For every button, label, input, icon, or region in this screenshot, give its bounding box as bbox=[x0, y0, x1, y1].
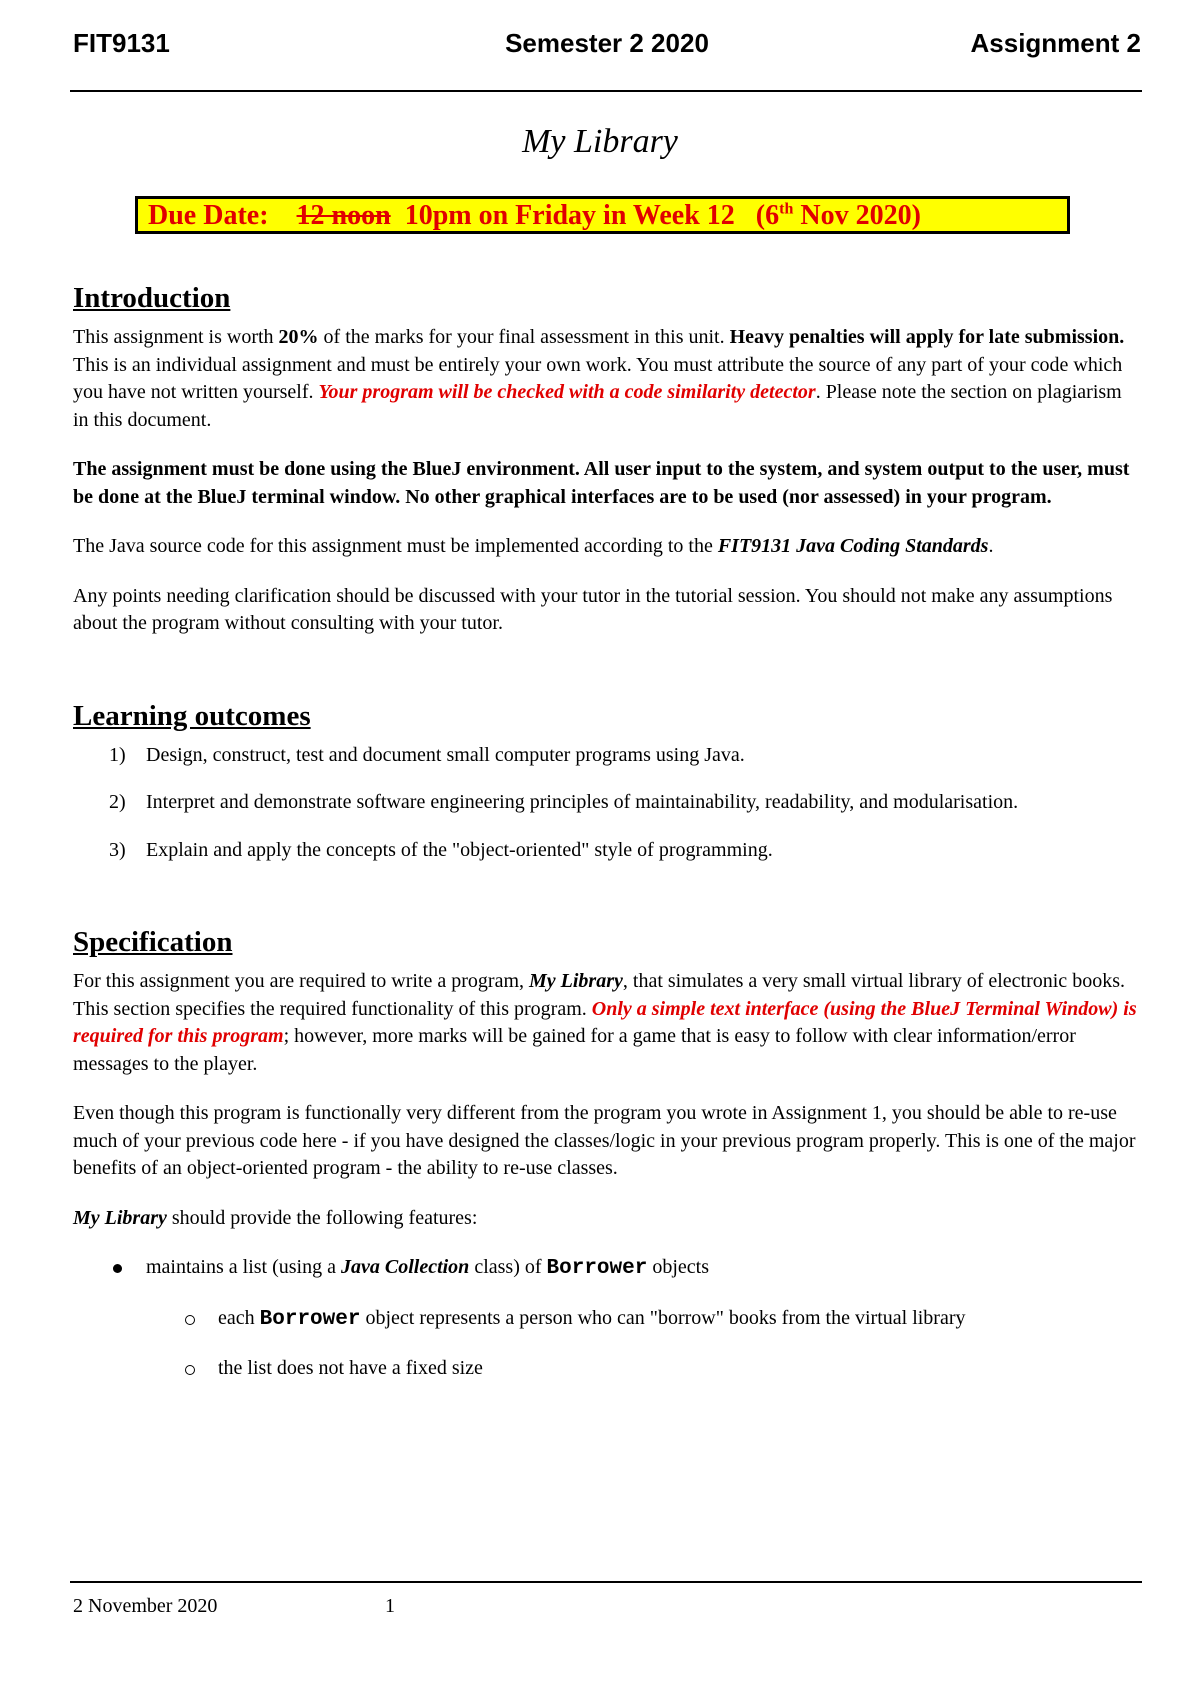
due-date-close: Nov 2020) bbox=[793, 200, 921, 231]
intro-paragraph-3: The Java source code for this assignment must be implemented according to the FIT9131 Java Coding Standards. bbox=[73, 535, 994, 557]
bullet-icon bbox=[113, 1264, 122, 1273]
due-label: Due Date: bbox=[148, 200, 269, 231]
footer-date: 2 November 2020 bbox=[73, 1595, 218, 1617]
list-item: 3) Explain and apply the concepts of the "object-oriented" style of programming. bbox=[109, 838, 773, 861]
header-assignment: Assignment 2 bbox=[970, 28, 1141, 58]
header-unit-code: FIT9131 bbox=[73, 28, 170, 58]
sub-bullet-icon bbox=[185, 1315, 195, 1325]
due-date-sup: th bbox=[779, 200, 794, 218]
header-divider bbox=[70, 90, 1142, 92]
feature-sub-item: the list does not have a fixed size bbox=[73, 1355, 1142, 1383]
intro-paragraph-1: This assignment is worth 20% of the marks for your final assessment in this unit. Heavy penalties will apply for late submission. This is an individual assignment and must be entirely your own work. You must attribute the source of any part of your code which you have not written yourself. Your program will be checked with a code similarity detector. Please note the section on plagiarism in this document. bbox=[73, 326, 1125, 431]
intro-paragraph-2: The assignment must be done using the BlueJ environment. All user input to the system, and system output to the user, must be done at the BlueJ terminal window. No other graphical interfaces are to be used (nor assessed) in your program. bbox=[73, 458, 1130, 508]
document-title: My Library bbox=[522, 123, 678, 160]
header-semester: Semester 2 2020 bbox=[505, 28, 709, 58]
due-struck-time: 12 noon bbox=[296, 200, 391, 231]
spec-paragraph-1: For this assignment you are required to write a program, My Library, that simulates a very small virtual library of electronic books. This section specifies the required functionality of this program. Only a simple text interface (using the BlueJ Terminal Window) is required for this program; however, more marks will be gained for a game that is easy to follow with clear information/error messages to the player. bbox=[73, 970, 1137, 1075]
outcomes-heading: Learning outcomes bbox=[73, 699, 311, 732]
outcomes-list bbox=[73, 742, 1142, 865]
page-number: 1 bbox=[385, 1595, 395, 1617]
page-header bbox=[73, 28, 1141, 68]
due-date-open: (6 bbox=[755, 200, 780, 231]
due-time: 10pm on Friday in Week 12 bbox=[404, 200, 735, 231]
intro-heading: Introduction bbox=[73, 282, 231, 314]
list-item: 2) Interpret and demonstrate software engineering principles of maintainability, readability, and modularisation. bbox=[109, 791, 1019, 813]
spec-heading: Specification bbox=[73, 926, 233, 958]
feature-sub-item: each Borrower object represents a person who can "borrow" books from the virtual library bbox=[73, 1305, 1142, 1334]
feature-bullet: maintains a list (using a Java Collection class) of Borrower objects bbox=[73, 1254, 1142, 1283]
spec-paragraph-3: My Library should provide the following features: bbox=[73, 1206, 478, 1229]
spec-paragraph-2: Even though this program is functionally very different from the program you wrote in Assignment 1, you should be able to re-use much of your previous code here - if you have designed the classes/logic in your previous program properly. This is one of the major benefits of an object-oriented program - the ability to re-use classes. bbox=[73, 1102, 1136, 1179]
intro-paragraph-4: Any points needing clarification should be discussed with your tutor in the tutorial session. You should not make any assumptions about the program without consulting with your tutor. bbox=[73, 584, 1113, 634]
footer-divider bbox=[70, 1581, 1142, 1583]
due-date-box bbox=[135, 196, 1070, 234]
document-body bbox=[73, 280, 1142, 1405]
list-item: 1) Design, construct, test and document small computer programs using Java. bbox=[109, 743, 745, 766]
sub-bullet-icon bbox=[185, 1365, 195, 1375]
